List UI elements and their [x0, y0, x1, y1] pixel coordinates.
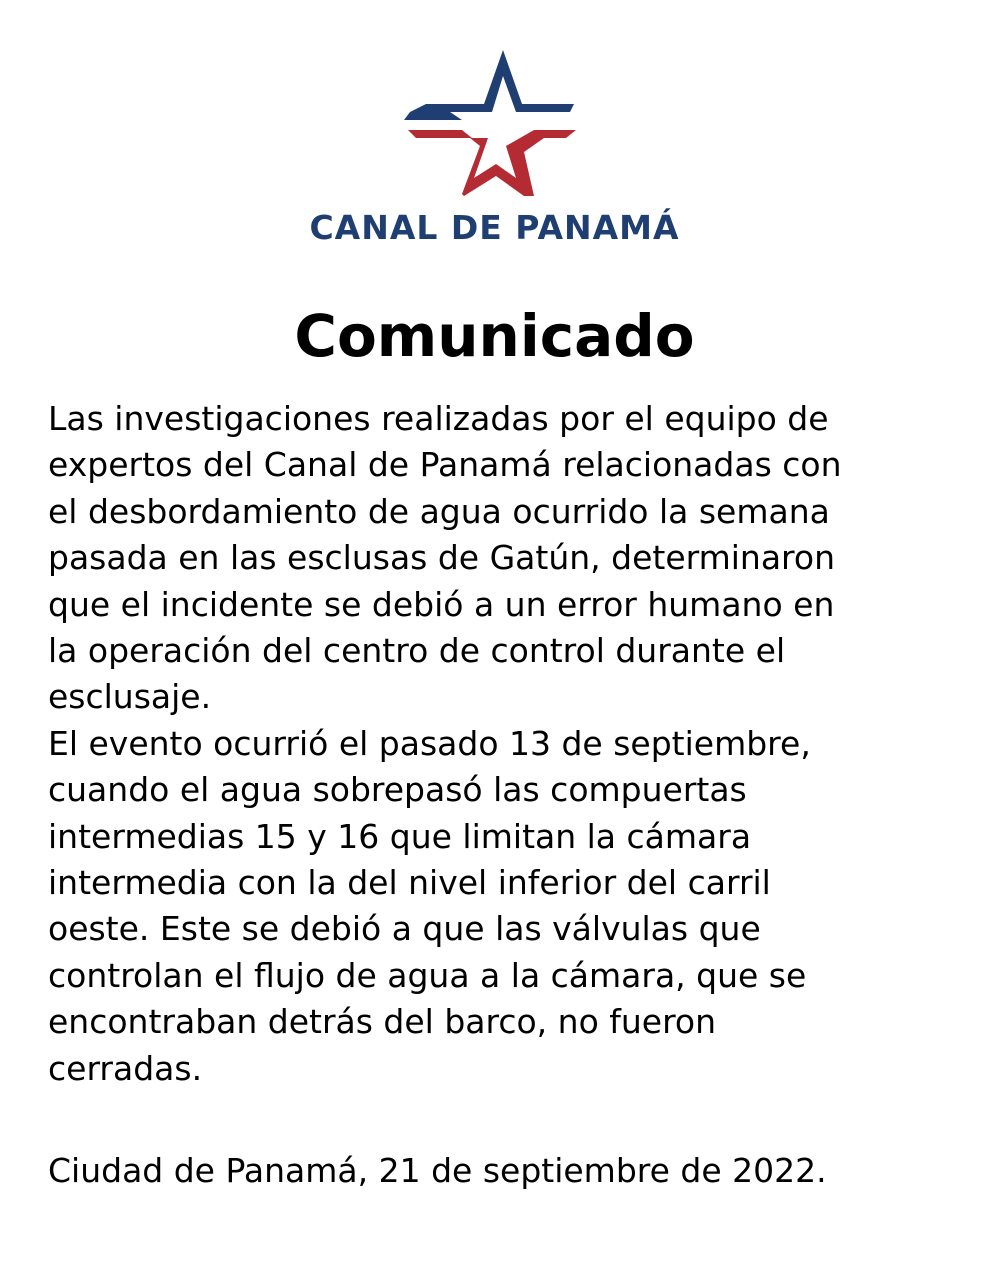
- body-line: controlan el flujo de agua a la cámara, que se: [48, 955, 807, 995]
- body-line: encontraban detrás del barco, no fueron: [48, 1002, 717, 1042]
- body-line: la operación del centro de control durante el: [48, 631, 786, 671]
- body-line: el desbordamiento de agua ocurrido la semana: [48, 491, 830, 531]
- statement-body: [48, 396, 948, 1092]
- body-line: cerradas.: [48, 1048, 203, 1088]
- body-line: pasada en las esclusas de Gatún, determinaron: [48, 538, 836, 578]
- page-title: Comunicado: [294, 302, 695, 370]
- brand-name: CANAL DE PANAMÁ: [309, 208, 680, 247]
- place-and-date: Ciudad de Panamá, 21 de septiembre de 2022.: [48, 1151, 827, 1190]
- body-line: expertos del Canal de Panamá relacionadas con: [48, 445, 842, 485]
- body-line: esclusaje.: [48, 677, 212, 717]
- body-line: intermedias 15 y 16 que limitan la cámara: [48, 816, 752, 856]
- canal-de-panama-logo: [0, 40, 989, 250]
- body-line: oeste. Este se debió a que las válvulas que: [48, 909, 761, 949]
- body-line: que el incidente se debió a un error humano en: [48, 584, 835, 624]
- star-icon: [404, 46, 576, 198]
- body-line: cuando el agua sobrepasó las compuertas: [48, 770, 747, 810]
- body-line: El evento ocurrió el pasado 13 de septiembre,: [48, 723, 811, 763]
- body-line: Las investigaciones realizadas por el equipo de: [48, 399, 829, 438]
- body-line: intermedia con la del nivel inferior del carril: [48, 863, 771, 903]
